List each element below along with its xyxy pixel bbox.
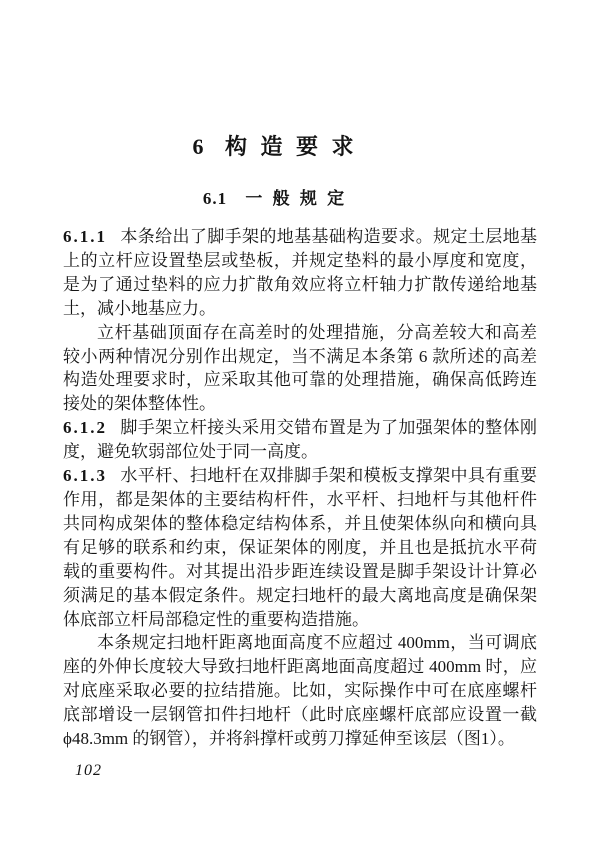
clause-text: 本条规定扫地杆距离地面高度不应超过 400mm，当可调底座的外伸长度较大导致扫地杆距离地面高度超过 400mm 时，应对底座采取必要的拉结措施。比如，实际操作中可在底座螺杆底部增设一层钢管扣件扫地杆（此时底座螺杆底部应设置一截 ϕ48.3mm 的钢管），并将斜撑杆或剪刀撑延伸至该层（图1）。 bbox=[63, 633, 537, 749]
section-title: 一 般 规 定 bbox=[245, 189, 348, 208]
section-heading bbox=[38, 189, 512, 209]
chapter-number: 6 bbox=[192, 134, 204, 159]
chapter-title: 构 造 要 求 bbox=[224, 134, 358, 159]
text-block bbox=[63, 134, 537, 780]
clause-6-1-3 bbox=[63, 464, 537, 631]
clause-6-1-2 bbox=[63, 416, 537, 464]
clause-6-1-1-continued bbox=[63, 321, 537, 417]
clause-text: 脚手架立杆接头采用交错布置是为了加强架体的整体刚度，避免软弱部位处于同一高度。 bbox=[63, 418, 537, 462]
clause-text: 本条给出了脚手架的地基基础构造要求。规定土层地基上的立杆应设置垫层或垫板，并规定垫料的最小厚度和宽度，是为了通过垫料的应力扩散角效应将立杆轴力扩散传递给地基土，减小地基应力。 bbox=[63, 227, 537, 318]
chapter-heading bbox=[38, 134, 512, 160]
clause-number: 6.1.3 bbox=[63, 466, 107, 486]
clause-text: 水平杆、扫地杆在双排脚手架和模板支撑架中具有重要作用，都是架体的主要结构杆件，水平杆、扫地杆与其他杆件共同构成架体的整体稳定结构体系，并且使架体纵向和横向具有足够的联系和约束，保证架体的刚度，并且也是抵抗水平荷载的重要构件。对其提出沿步距连续设置是脚手架设计计算必须满足的基本假定条件。规定扫地杆的最大离地高度是确保架体底部立杆局部稳定性的重要构造措施。 bbox=[63, 466, 537, 629]
clause-number: 6.1.1 bbox=[63, 227, 107, 246]
clause-6-1-3-continued bbox=[63, 631, 537, 751]
clause-6-1-1 bbox=[63, 225, 537, 321]
clause-number: 6.1.2 bbox=[63, 418, 107, 438]
section-number: 6.1 bbox=[202, 189, 228, 208]
clause-text: 立杆基础顶面存在高差时的处理措施，分高差较大和高差较小两种情况分别作出规定，当不满足本条第 6 款所述的高差构造处理要求时，应采取其他可靠的处理措施，确保高低跨连接处的架体整体性。 bbox=[63, 322, 537, 414]
page-number: 102 bbox=[75, 761, 102, 779]
